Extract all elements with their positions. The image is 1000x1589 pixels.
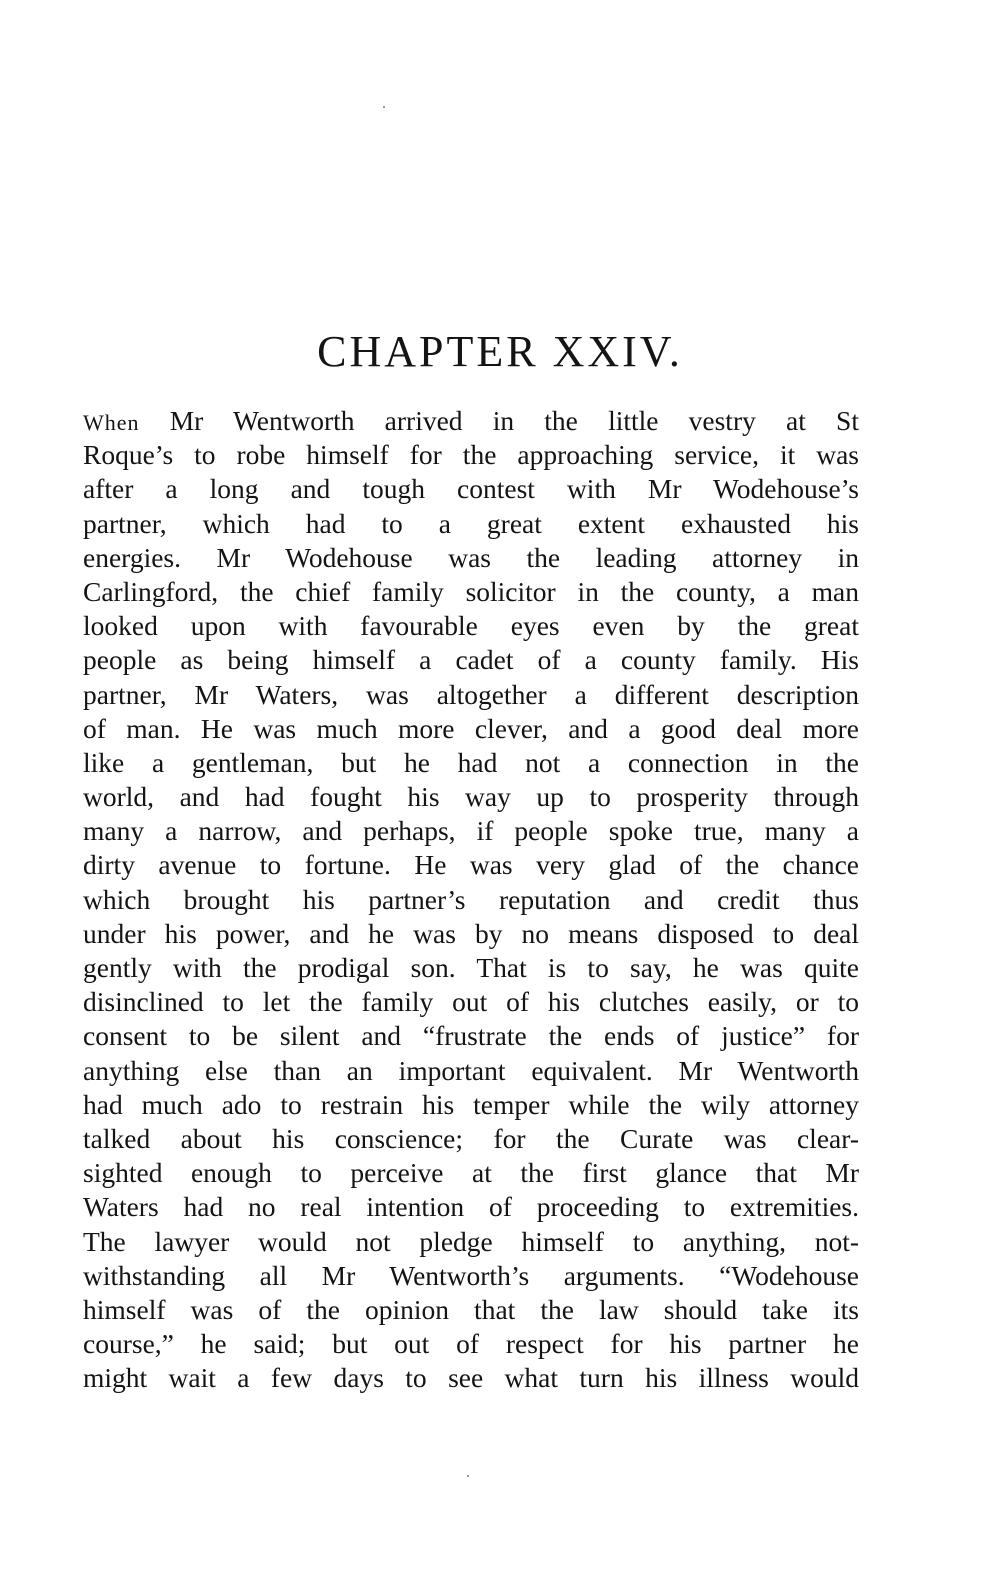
text-line-1-rest: Mr Wentworth arrived in the little vestry at St [139, 405, 859, 436]
text-line-20: anything else than an important equivalent. Mr Wentworth [83, 1054, 859, 1086]
text-line-21: had much ado to restrain his temper while the wily attorney [83, 1088, 859, 1120]
opening-small-caps-word: When [83, 410, 140, 435]
page-speck-top [383, 106, 385, 108]
chapter-title: CHAPTER XXIV. [317, 327, 683, 376]
text-line-24: Waters had no real intention of proceeding to extremities. [83, 1191, 859, 1223]
text-line-13: many a narrow, and perhaps, if people spoke true, many a [83, 815, 859, 847]
text-line-27: himself was of the opinion that the law should take its [83, 1293, 859, 1325]
chapter-body-text [83, 404, 859, 1395]
text-line-26: withstanding all Mr Wentworth’s arguments. “Wodehouse [83, 1259, 859, 1291]
text-line-1 [83, 404, 859, 438]
text-line-15: which brought his partner’s reputation and credit thus [83, 883, 859, 915]
text-line-6: Carlingford, the chief family solicitor in the county, a man [83, 575, 859, 607]
text-line-19: consent to be silent and “frustrate the ends of justice” for [83, 1020, 859, 1052]
text-line-14: dirty avenue to fortune. He was very glad of the chance [83, 849, 859, 881]
text-line-23: sighted enough to perceive at the first glance that Mr [83, 1157, 859, 1189]
text-line-22: talked about his conscience; for the Curate was clear- [83, 1122, 859, 1154]
text-line-25: The lawyer would not pledge himself to anything, not- [83, 1225, 859, 1257]
text-line-4: partner, which had to a great extent exhausted his [83, 507, 859, 539]
text-line-16: under his power, and he was by no means disposed to deal [83, 917, 859, 949]
text-line-3: after a long and tough contest with Mr Wodehouse’s [83, 473, 859, 505]
text-line-17: gently with the prodigal son. That is to say, he was quite [83, 952, 859, 983]
text-line-28: course,” he said; but out of respect for his partner he [83, 1328, 859, 1360]
text-line-7: looked upon with favourable eyes even by the great [83, 610, 859, 642]
text-line-12: world, and had fought his way up to prosperity through [83, 781, 859, 813]
text-line-2: Roque’s to robe himself for the approaching service, it was [83, 439, 859, 471]
text-line-8: people as being himself a cadet of a county family. His [83, 644, 859, 676]
text-line-29: might wait a few days to see what turn his illness would [83, 1362, 859, 1394]
text-line-10: of man. He was much more clever, and a good deal more [83, 712, 859, 744]
text-line-5: energies. Mr Wodehouse was the leading attorney in [83, 541, 859, 573]
text-line-9: partner, Mr Waters, was altogether a different description [83, 678, 859, 710]
text-line-18: disinclined to let the family out of his clutches easily, or to [83, 986, 859, 1018]
text-line-11: like a gentleman, but he had not a connection in the [83, 746, 859, 778]
page-speck-bottom [467, 1475, 469, 1477]
